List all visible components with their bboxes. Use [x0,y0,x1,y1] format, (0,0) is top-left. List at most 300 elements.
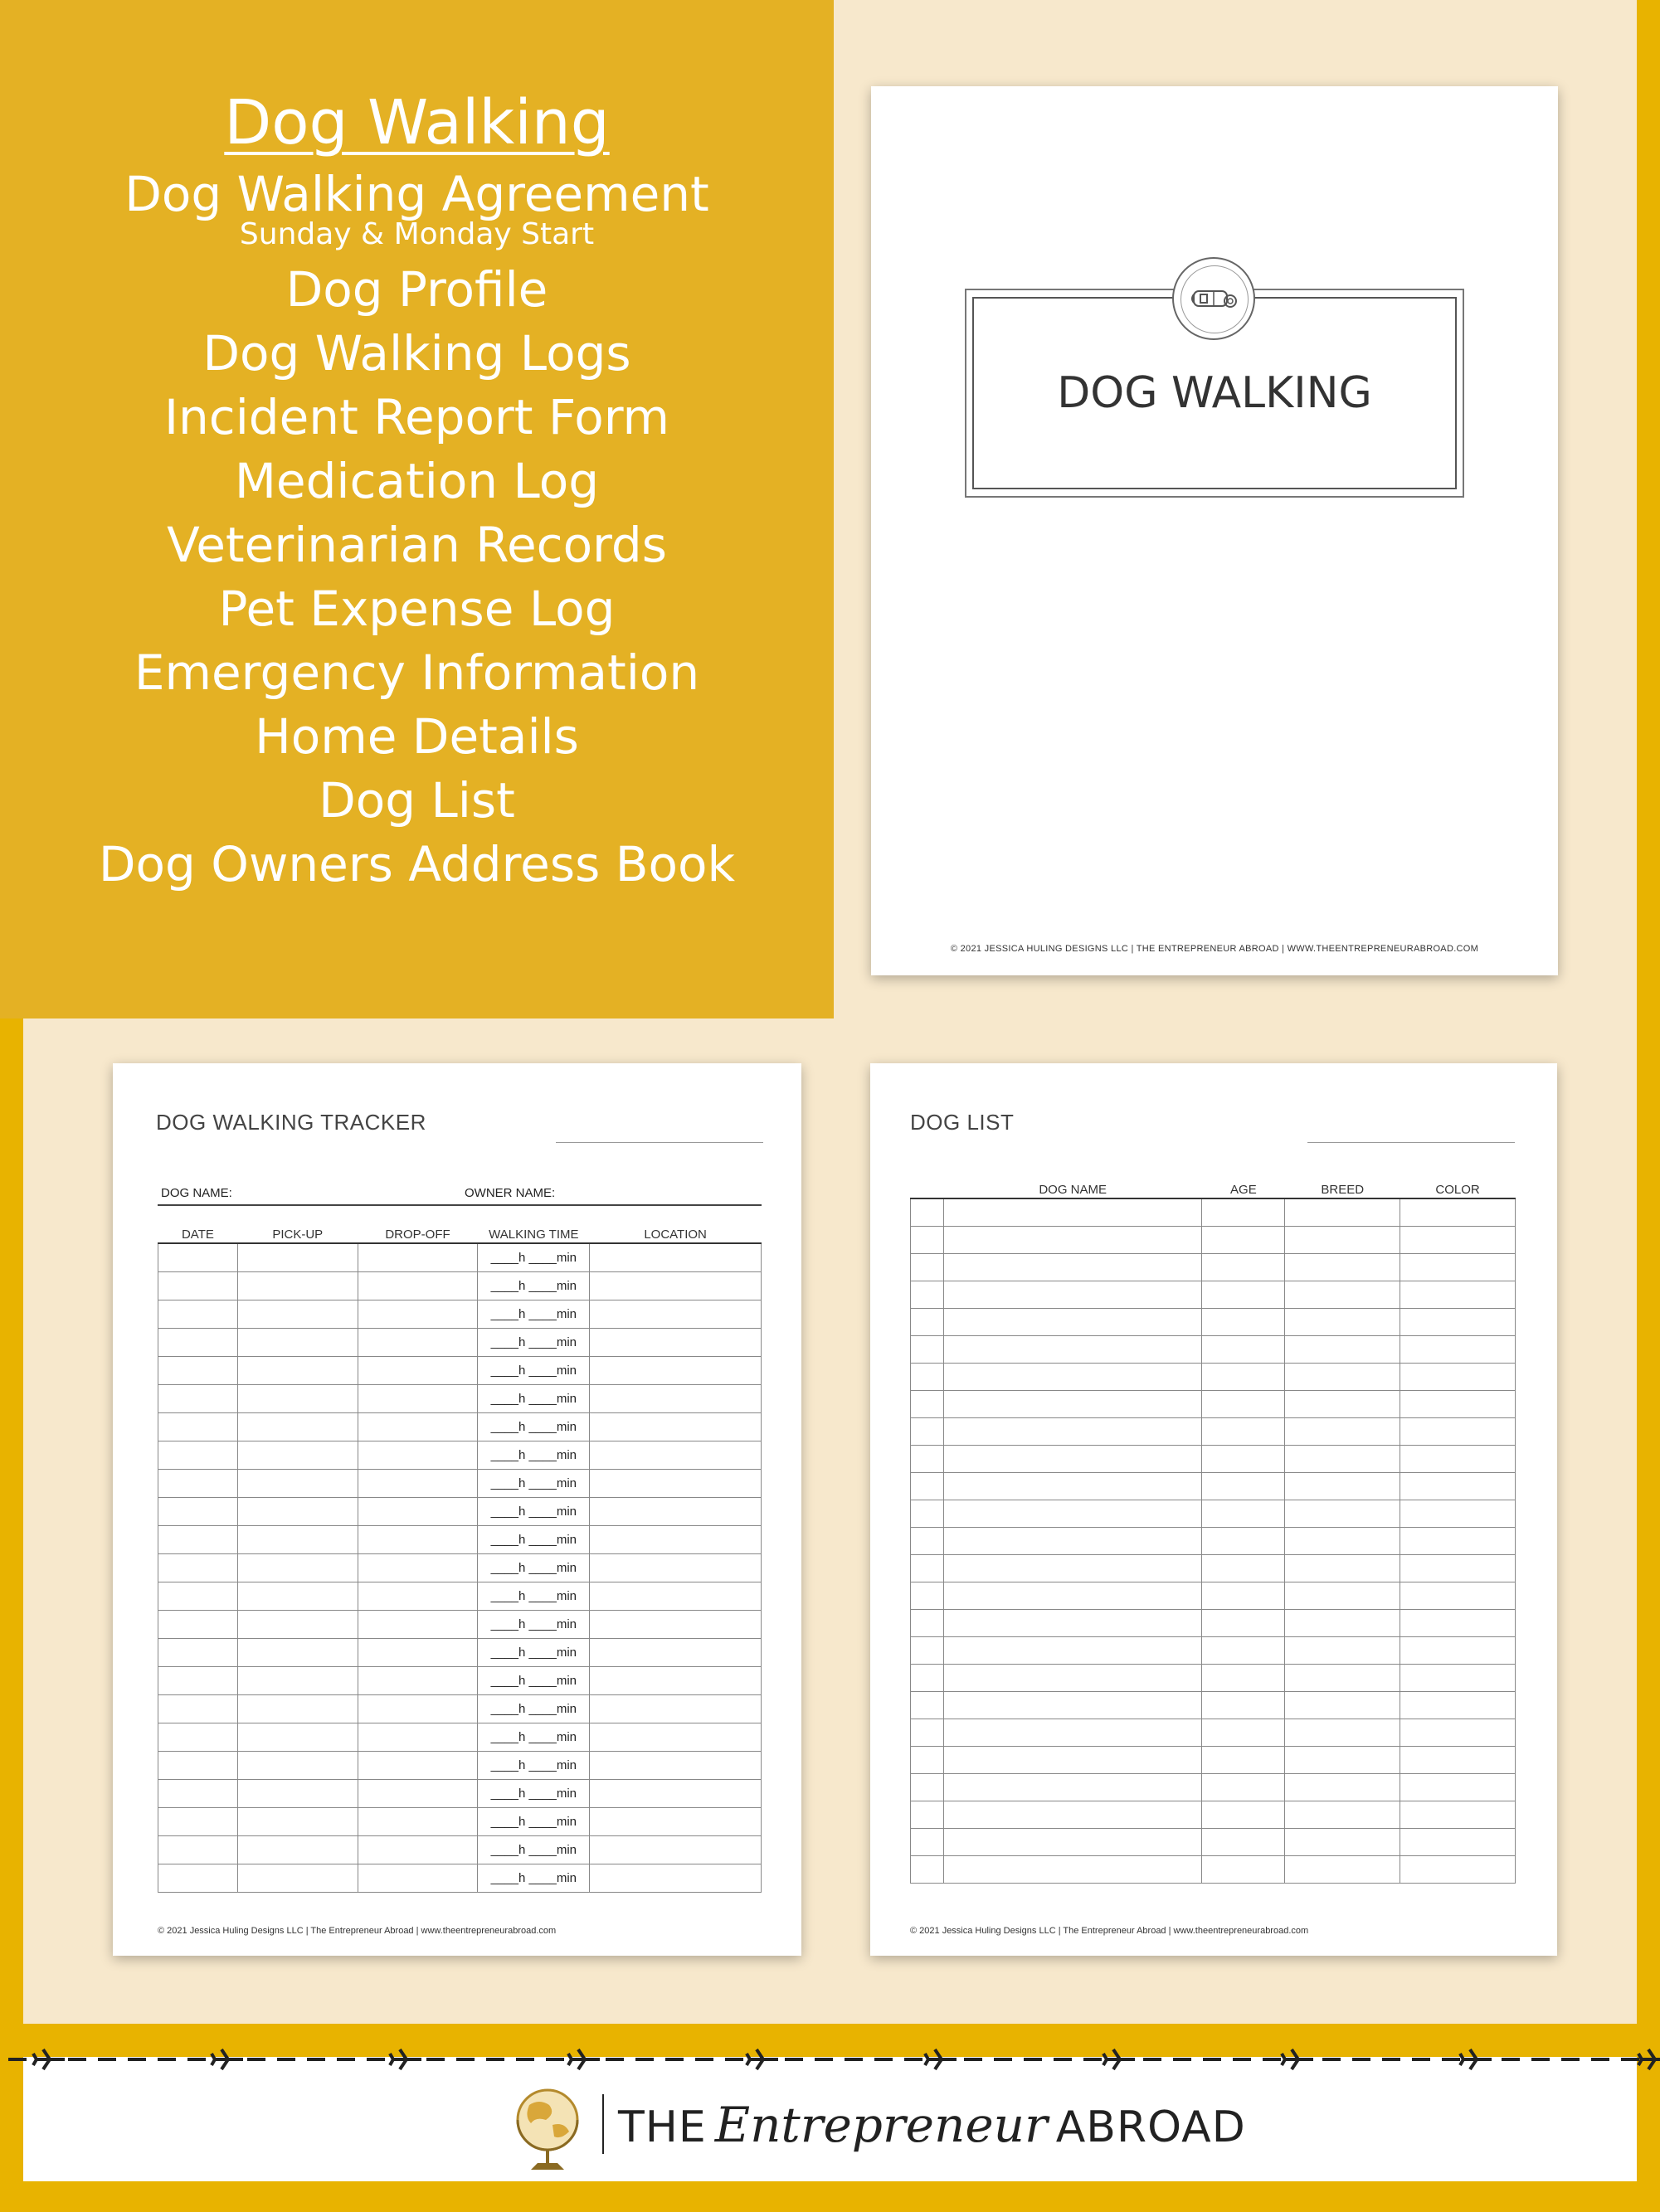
table-cell[interactable] [158,1470,238,1498]
doglist-title: DOG LIST [910,1110,1015,1135]
contents-item: Incident Report Form [163,389,670,445]
table-cell[interactable] [1285,1555,1400,1582]
table-row [158,1329,762,1357]
table-cell[interactable] [943,1500,1202,1528]
table-cell[interactable] [911,1254,944,1281]
table-row [158,1723,762,1752]
table-cell[interactable] [237,1441,358,1470]
col-breed: BREED [1285,1181,1400,1198]
table-row [158,1864,762,1893]
airplane-icon [33,2049,65,2069]
table-cell[interactable] [237,1413,358,1441]
table-cell[interactable] [943,1309,1202,1336]
table-cell[interactable] [1285,1336,1400,1364]
table-cell[interactable] [1400,1665,1516,1692]
table-cell[interactable] [1202,1227,1285,1254]
table-cell[interactable] [1285,1500,1400,1528]
table-cell[interactable] [911,1774,944,1801]
walking-time-cell[interactable]: ____h ____min [478,1780,590,1808]
table-cell[interactable] [237,1695,358,1723]
table-cell[interactable] [1202,1856,1285,1884]
table-cell[interactable] [943,1336,1202,1364]
table-cell[interactable] [1285,1582,1400,1610]
table-cell[interactable] [358,1695,478,1723]
table-cell[interactable] [1400,1500,1516,1528]
table-cell[interactable] [1285,1254,1400,1281]
table-cell[interactable] [943,1446,1202,1473]
table-cell[interactable] [911,1637,944,1665]
table-cell[interactable] [158,1752,238,1780]
table-cell[interactable] [1400,1364,1516,1391]
contents-item: Dog List [319,772,515,829]
table-cell[interactable] [911,1281,944,1309]
table-cell[interactable] [1202,1774,1285,1801]
table-cell[interactable] [358,1864,478,1893]
tracker-title: DOG WALKING TRACKER [156,1110,426,1135]
contents-list [0,83,834,897]
table-cell[interactable] [1202,1446,1285,1473]
table-cell[interactable] [237,1836,358,1864]
col-pickup: PICK-UP [237,1226,358,1243]
table-row [911,1391,1516,1418]
table-cell[interactable] [1202,1281,1285,1309]
table-cell[interactable] [943,1391,1202,1418]
table-cell[interactable] [237,1780,358,1808]
table-cell[interactable] [590,1385,762,1413]
table-cell[interactable] [237,1667,358,1695]
table-cell[interactable] [158,1723,238,1752]
table-cell[interactable] [911,1555,944,1582]
table-cell[interactable] [1202,1391,1285,1418]
table-cell[interactable] [1285,1391,1400,1418]
table-row [911,1801,1516,1829]
table-cell[interactable] [358,1272,478,1300]
col-number [911,1181,944,1198]
table-cell[interactable] [590,1836,762,1864]
col-color: COLOR [1400,1181,1516,1198]
table-cell[interactable] [1285,1774,1400,1801]
contents-item: Medication Log [234,453,600,509]
table-row [158,1752,762,1780]
walking-time-cell[interactable]: ____h ____min [478,1611,590,1639]
table-cell[interactable] [158,1441,238,1470]
table-cell[interactable] [943,1227,1202,1254]
owner-row [158,1186,762,1206]
table-cell[interactable] [1285,1856,1400,1884]
table-cell[interactable] [237,1470,358,1498]
table-row [158,1357,762,1385]
table-cell[interactable] [358,1526,478,1554]
table-cell[interactable] [1202,1692,1285,1719]
walking-time-cell[interactable]: ____h ____min [478,1864,590,1893]
table-cell[interactable] [590,1498,762,1526]
table-cell[interactable] [911,1446,944,1473]
table-cell[interactable] [1202,1528,1285,1555]
table-cell[interactable] [358,1441,478,1470]
table-cell[interactable] [943,1281,1202,1309]
table-cell[interactable] [158,1611,238,1639]
table-cell[interactable] [590,1357,762,1385]
table-cell[interactable] [1285,1719,1400,1747]
walking-time-cell[interactable]: ____h ____min [478,1554,590,1582]
table-cell[interactable] [590,1723,762,1752]
contents-item: Dog Walking Agreement [124,166,709,222]
walking-time-cell[interactable]: ____h ____min [478,1808,590,1836]
table-cell[interactable] [590,1780,762,1808]
table-cell[interactable] [943,1555,1202,1582]
walking-time-cell[interactable]: ____h ____min [478,1243,590,1272]
table-row [911,1582,1516,1610]
walking-time-cell[interactable]: ____h ____min [478,1723,590,1752]
table-cell[interactable] [1400,1747,1516,1774]
table-cell[interactable] [590,1639,762,1667]
owner-name-label: OWNER NAME: [465,1186,556,1200]
table-cell[interactable] [1400,1227,1516,1254]
table-cell[interactable] [358,1470,478,1498]
table-row [158,1498,762,1526]
table-cell[interactable] [358,1752,478,1780]
table-row [158,1526,762,1554]
table-cell[interactable] [1285,1747,1400,1774]
table-cell[interactable] [911,1692,944,1719]
table-cell[interactable] [1202,1500,1285,1528]
table-cell[interactable] [158,1639,238,1667]
table-cell[interactable] [590,1272,762,1300]
table-cell[interactable] [911,1856,944,1884]
table-cell[interactable] [590,1554,762,1582]
table-cell[interactable] [1202,1555,1285,1582]
contents-item: Home Details [255,708,579,765]
table-cell[interactable] [237,1723,358,1752]
table-cell[interactable] [590,1300,762,1329]
walking-tracker-page [113,1063,801,1956]
table-cell[interactable] [358,1554,478,1582]
title-rule [556,1142,763,1143]
table-cell[interactable] [1285,1446,1400,1473]
table-cell[interactable] [237,1357,358,1385]
table-row [158,1385,762,1413]
table-cell[interactable] [1285,1198,1400,1227]
table-cell[interactable] [943,1364,1202,1391]
table-cell[interactable] [1285,1473,1400,1500]
table-cell[interactable] [1400,1446,1516,1473]
table-cell[interactable] [911,1528,944,1555]
table-cell[interactable] [158,1864,238,1893]
table-cell[interactable] [358,1780,478,1808]
table-cell[interactable] [358,1667,478,1695]
table-cell[interactable] [158,1667,238,1695]
contents-item: Dog Profile [285,261,548,318]
walking-time-cell[interactable]: ____h ____min [478,1329,590,1357]
col-age: AGE [1202,1181,1285,1198]
table-cell[interactable] [943,1254,1202,1281]
contents-item: Pet Expense Log [218,581,616,637]
table-cell[interactable] [1285,1692,1400,1719]
table-row [911,1336,1516,1364]
table-row [158,1470,762,1498]
table-cell[interactable] [158,1243,238,1272]
table-cell[interactable] [943,1610,1202,1637]
table-cell[interactable] [1202,1418,1285,1446]
table-cell[interactable] [590,1329,762,1357]
table-row [158,1413,762,1441]
table-cell[interactable] [1400,1309,1516,1336]
walking-time-cell[interactable]: ____h ____min [478,1441,590,1470]
table-cell[interactable] [1400,1198,1516,1227]
table-cell[interactable] [1400,1281,1516,1309]
table-cell[interactable] [1202,1254,1285,1281]
table-row [158,1808,762,1836]
table-cell[interactable] [911,1473,944,1500]
table-cell[interactable] [943,1747,1202,1774]
table-cell[interactable] [943,1774,1202,1801]
table-cell[interactable] [237,1300,358,1329]
table-cell[interactable] [358,1300,478,1329]
table-cell[interactable] [1285,1610,1400,1637]
table-cell[interactable] [1400,1582,1516,1610]
table-cell[interactable] [158,1836,238,1864]
table-cell[interactable] [911,1719,944,1747]
airplane-icon [925,2049,957,2069]
table-cell[interactable] [358,1639,478,1667]
table-cell[interactable] [1400,1610,1516,1637]
table-cell[interactable] [1400,1473,1516,1500]
walking-time-cell[interactable]: ____h ____min [478,1300,590,1329]
table-cell[interactable] [943,1637,1202,1665]
table-row [911,1774,1516,1801]
table-cell[interactable] [911,1665,944,1692]
table-cell[interactable] [590,1695,762,1723]
table-cell[interactable] [1202,1665,1285,1692]
table-cell[interactable] [590,1441,762,1470]
table-cell[interactable] [358,1413,478,1441]
table-cell[interactable] [943,1856,1202,1884]
table-cell[interactable] [158,1272,238,1300]
table-cell[interactable] [158,1300,238,1329]
table-row [158,1639,762,1667]
table-cell[interactable] [1202,1198,1285,1227]
table-cell[interactable] [590,1611,762,1639]
table-row [911,1418,1516,1446]
table-cell[interactable] [911,1418,944,1446]
table-cell[interactable] [237,1752,358,1780]
table-cell[interactable] [1202,1801,1285,1829]
walking-time-cell[interactable]: ____h ____min [478,1272,590,1300]
table-cell[interactable] [943,1473,1202,1500]
table-row [911,1747,1516,1774]
table-cell[interactable] [1285,1801,1400,1829]
table-cell[interactable] [158,1385,238,1413]
table-cell[interactable] [1202,1364,1285,1391]
table-cell[interactable] [358,1357,478,1385]
table-cell[interactable] [158,1780,238,1808]
table-cell[interactable] [237,1498,358,1526]
table-cell[interactable] [237,1611,358,1639]
table-row [911,1555,1516,1582]
table-cell[interactable] [1400,1719,1516,1747]
brand-entrepreneur: Entrepreneur [714,2097,1048,2153]
table-cell[interactable] [358,1385,478,1413]
table-row [158,1441,762,1470]
table-row [911,1198,1516,1227]
table-cell[interactable] [237,1385,358,1413]
table-cell[interactable] [1400,1829,1516,1856]
table-cell[interactable] [237,1243,358,1272]
table-cell[interactable] [237,1329,358,1357]
table-cell[interactable] [358,1808,478,1836]
table-cell[interactable] [1202,1473,1285,1500]
table-cell[interactable] [237,1272,358,1300]
dog-list-page [870,1063,1557,1956]
table-cell[interactable] [911,1391,944,1418]
table-cell[interactable] [237,1864,358,1893]
airplane-icon [1103,2049,1135,2069]
table-cell[interactable] [1400,1336,1516,1364]
table-cell[interactable] [1400,1528,1516,1555]
table-cell[interactable] [1202,1637,1285,1665]
table-cell[interactable] [158,1808,238,1836]
table-cell[interactable] [590,1808,762,1836]
table-cell[interactable] [158,1554,238,1582]
table-cell[interactable] [358,1836,478,1864]
walking-time-cell[interactable]: ____h ____min [478,1836,590,1864]
table-cell[interactable] [911,1198,944,1227]
table-cell[interactable] [943,1198,1202,1227]
table-cell[interactable] [158,1695,238,1723]
table-cell[interactable] [590,1243,762,1272]
table-cell[interactable] [358,1723,478,1752]
walking-time-cell[interactable]: ____h ____min [478,1526,590,1554]
table-cell[interactable] [158,1498,238,1526]
table-cell[interactable] [1202,1747,1285,1774]
walking-time-cell[interactable]: ____h ____min [478,1639,590,1667]
table-cell[interactable] [1400,1391,1516,1418]
table-cell[interactable] [1400,1801,1516,1829]
table-cell[interactable] [590,1667,762,1695]
table-cell[interactable] [358,1329,478,1357]
table-cell[interactable] [1400,1555,1516,1582]
table-cell[interactable] [590,1526,762,1554]
table-cell[interactable] [911,1801,944,1829]
brand-abroad: ABROAD [1055,2103,1246,2152]
table-cell[interactable] [943,1418,1202,1446]
walking-time-cell[interactable]: ____h ____min [478,1752,590,1780]
table-cell[interactable] [911,1364,944,1391]
table-cell[interactable] [1285,1418,1400,1446]
table-cell[interactable] [1202,1582,1285,1610]
walking-time-cell[interactable]: ____h ____min [478,1498,590,1526]
dog-collar-icon [1172,257,1255,340]
table-cell[interactable] [911,1582,944,1610]
table-cell[interactable] [358,1582,478,1611]
table-cell[interactable] [911,1336,944,1364]
table-cell[interactable] [911,1227,944,1254]
table-cell[interactable] [237,1808,358,1836]
globe-icon [506,2080,589,2180]
table-cell[interactable] [158,1413,238,1441]
table-cell[interactable] [1400,1418,1516,1446]
table-cell[interactable] [1202,1610,1285,1637]
table-cell[interactable] [237,1526,358,1554]
table-cell[interactable] [911,1500,944,1528]
walking-time-cell[interactable]: ____h ____min [478,1357,590,1385]
table-cell[interactable] [911,1829,944,1856]
table-cell[interactable] [590,1752,762,1780]
table-row [158,1695,762,1723]
table-cell[interactable] [943,1801,1202,1829]
walking-time-cell[interactable]: ____h ____min [478,1695,590,1723]
table-cell[interactable] [1400,1856,1516,1884]
table-cell[interactable] [237,1554,358,1582]
table-cell[interactable] [158,1329,238,1357]
table-cell[interactable] [943,1719,1202,1747]
table-cell[interactable] [1285,1528,1400,1555]
walking-time-cell[interactable]: ____h ____min [478,1413,590,1441]
table-cell[interactable] [1285,1829,1400,1856]
table-cell[interactable] [1202,1829,1285,1856]
table-row [911,1500,1516,1528]
table-cell[interactable] [358,1243,478,1272]
table-cell[interactable] [1285,1309,1400,1336]
table-cell[interactable] [1285,1281,1400,1309]
table-row [911,1281,1516,1309]
table-cell[interactable] [158,1526,238,1554]
table-cell[interactable] [358,1498,478,1526]
brand-divider [602,2094,604,2154]
table-cell[interactable] [1202,1719,1285,1747]
table-cell[interactable] [1285,1364,1400,1391]
table-cell[interactable] [158,1582,238,1611]
walking-time-cell[interactable]: ____h ____min [478,1582,590,1611]
table-cell[interactable] [590,1470,762,1498]
table-cell[interactable] [943,1582,1202,1610]
table-cell[interactable] [237,1639,358,1667]
table-cell[interactable] [1285,1637,1400,1665]
table-cell[interactable] [1400,1254,1516,1281]
walking-time-cell[interactable]: ____h ____min [478,1470,590,1498]
table-cell[interactable] [943,1829,1202,1856]
contents-item: Dog Owners Address Book [98,836,736,892]
table-cell[interactable] [1202,1336,1285,1364]
table-cell[interactable] [1400,1774,1516,1801]
table-row [911,1254,1516,1281]
table-cell[interactable] [943,1665,1202,1692]
table-cell[interactable] [911,1747,944,1774]
table-cell[interactable] [1202,1309,1285,1336]
table-cell[interactable] [590,1864,762,1893]
table-cell[interactable] [911,1610,944,1637]
table-cell[interactable] [943,1692,1202,1719]
tracker-table [158,1226,762,1893]
table-cell[interactable] [1400,1637,1516,1665]
col-location: LOCATION [590,1226,762,1243]
table-cell[interactable] [358,1611,478,1639]
walking-time-cell[interactable]: ____h ____min [478,1385,590,1413]
table-cell[interactable] [911,1309,944,1336]
table-cell[interactable] [1400,1692,1516,1719]
contents-subitem: Sunday & Monday Start [239,217,595,251]
table-cell[interactable] [590,1582,762,1611]
table-cell[interactable] [1285,1227,1400,1254]
table-row [911,1692,1516,1719]
table-cell[interactable] [158,1357,238,1385]
table-cell[interactable] [590,1413,762,1441]
col-walking-time: WALKING TIME [478,1226,590,1243]
table-cell[interactable] [1285,1665,1400,1692]
walking-time-cell[interactable]: ____h ____min [478,1667,590,1695]
table-cell[interactable] [943,1528,1202,1555]
table-cell[interactable] [237,1582,358,1611]
